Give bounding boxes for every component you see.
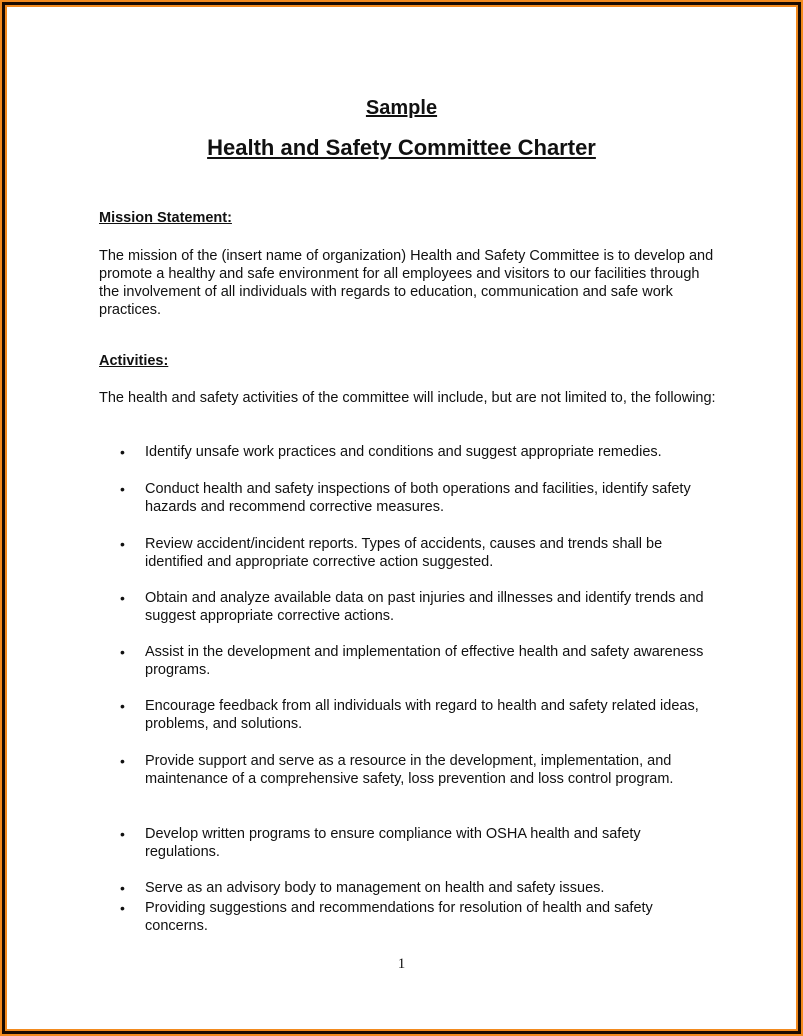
document-title: Health and Safety Committee Charter (207, 135, 596, 160)
list-item-text: Obtain and analyze available data on past injuries and illnesses and identify trends and suggest appropriate corrective actions. (145, 590, 704, 624)
bullet-icon: • (120, 481, 125, 497)
list-item-text: Encourage feedback from all individuals with regard to health and safety related ideas, problems, and solutions. (145, 698, 699, 732)
list-item-text: Providing suggestions and recommendations for resolution of health and safety concerns. (145, 900, 653, 934)
list-item-text: Review accident/incident reports. Types of accidents, causes and trends shall be identified and appropriate corrective action suggested. (145, 536, 663, 570)
bullet-icon: • (120, 644, 125, 660)
bullet-icon: • (120, 900, 125, 916)
bullet-icon: • (120, 590, 125, 606)
list-item-text: Identify unsafe work practices and conditions and suggest appropriate remedies. (145, 444, 662, 460)
mission-statement-paragraph: The mission of the (insert name of organization) Health and Safety Committee is to develop and promote a healthy and safe environment for all employees and visitors to our facilities through the involvement of all individuals with regards to education, communication and safe work practices. (99, 248, 714, 318)
activities-intro-paragraph: The health and safety activities of the committee will include, but are not limited to, the following: (99, 390, 716, 406)
list-item-text: Conduct health and safety inspections of both operations and facilities, identify safety hazards and recommend corrective measures. (145, 481, 691, 515)
bullet-icon: • (120, 880, 125, 896)
list-item-text: Develop written programs to ensure compliance with OSHA health and safety regulations. (145, 826, 641, 860)
activities-heading: Activities: (99, 353, 169, 369)
list-item-text: Assist in the development and implementation of effective health and safety awareness programs. (145, 644, 704, 678)
mission-statement-heading: Mission Statement: (99, 210, 232, 226)
bullet-icon: • (120, 444, 125, 460)
bullet-icon: • (120, 753, 125, 769)
page-number: 1 (397, 956, 406, 972)
bullet-icon: • (120, 826, 125, 842)
list-item-text: Provide support and serve as a resource in the development, implementation, and maintenance of a comprehensive safety, loss prevention and loss control program. (145, 753, 674, 787)
list-item-text: Serve as an advisory body to management on health and safety issues. (145, 880, 605, 896)
bullet-icon: • (120, 698, 125, 714)
document-title-sample: Sample (365, 97, 438, 119)
bullet-icon: • (120, 536, 125, 552)
